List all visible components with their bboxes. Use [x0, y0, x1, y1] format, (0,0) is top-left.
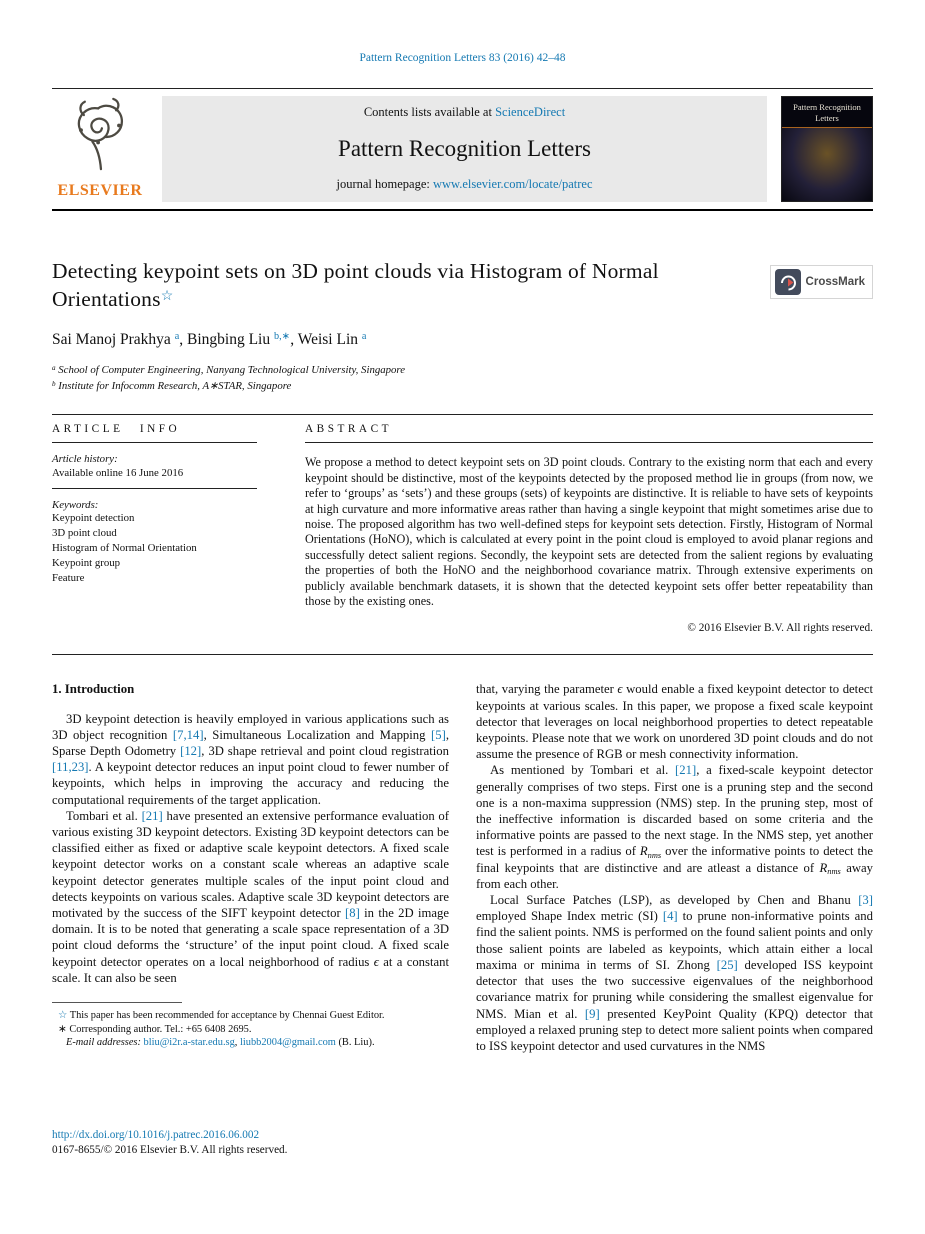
- body-paragraph: As mentioned by Tombari et al. [21], a fixed-scale keypoint detector generally comprises of two steps. First one is a pruning step and the second one is a non-maxima suppression (NMS) step. In the pruning step, most of the ineffective information is discarded based on some criteria and the informative points are passed to the next stage. In the NMS step, yet another test is performed in a radius of $R_{nms}$ over the informative points to detect the final keypoints that are distinctive and are atleast a distance of $R_{nms}$ away from each other.: [476, 763, 873, 891]
- footnote-corresponding-author: ∗ Corresponding author. Tel.: +65 6408 2695.: [58, 1023, 252, 1035]
- citation-link[interactable]: [8]: [345, 906, 360, 921]
- abstract-heading: ABSTRACT: [305, 415, 873, 443]
- top-rule: [52, 88, 873, 89]
- journal-homepage-link[interactable]: www.elsevier.com/locate/patrec: [432, 177, 593, 191]
- author-affil-sup[interactable]: a: [174, 331, 180, 343]
- keywords-label: Keywords:: [52, 499, 99, 512]
- citation-link[interactable]: [5]: [431, 727, 446, 742]
- article-title: Detecting keypoint sets on 3D point clouds via Histogram of Normal Orientations☆: [52, 259, 659, 311]
- elsevier-logo[interactable]: [52, 96, 148, 202]
- author-affil-sup[interactable]: a: [361, 331, 367, 343]
- affiliations: [52, 362, 873, 394]
- body-paragraph: Local Surface Patches (LSP), as developed by Chen and Bhanu [3] employed Shape Index metric (SI) [4] to prune non-informative points and find the salient points. NMS is performed on the found salient points and only those salient points are labeled as keypoints, which attain either a local maxima or minima in terms of SI. Zhong [25] developed ISS keypoint detector that uses the two successive eigenvalues of the neighborhood covariance matrix for pruning while considering the smallest eigenvalue for NMS. Mian et al. [9] presented KeyPoint Quality (KPQ) detector that employed a relaxed pruning step to detect more salient points when compared to ISS keypoint detector and used curvatures in the NMS: [476, 893, 873, 1053]
- body-paragraph: that, varying the parameter ϵ would enable a fixed keypoint detector to detect keypoints at various scales. In this paper, we propose a fixed scale keypoint detector that leverages on local neighborhood properties to detect repeatable keypoints. Please note that we work on unordered 3D point clouds and do not assume the presence of RGB or mesh connectivity information.: [476, 682, 873, 762]
- masthead-center: [162, 96, 767, 202]
- email-link[interactable]: bliu@i2r.a-star.edu.sg: [143, 1037, 235, 1049]
- doi-link[interactable]: http://dx.doi.org/10.1016/j.patrec.2016.06.002: [52, 1129, 260, 1141]
- imprint-block: [52, 1128, 287, 1158]
- abstract-column: [305, 415, 873, 634]
- elsevier-tree-icon: [69, 97, 131, 171]
- citation-link[interactable]: [3]: [858, 893, 873, 908]
- footnote-emails: E-mail addresses: bliu@i2r.a-star.edu.sg, liubb2004@gmail.com (B. Liu).: [66, 1037, 375, 1049]
- cover-art-image: [782, 128, 872, 201]
- body-right-column: [476, 681, 873, 1054]
- email-link[interactable]: liubb2004@gmail.com: [240, 1037, 336, 1049]
- crossmark-label: CrossMark: [805, 276, 865, 288]
- contents-line: Contents lists available at ScienceDirect: [363, 105, 566, 119]
- crossmark-badge[interactable]: [770, 265, 873, 299]
- article-history-label: Article history:: [52, 453, 118, 466]
- elsevier-wordmark: ELSEVIER: [57, 182, 143, 199]
- body-top-rule: [52, 654, 873, 655]
- journal-cover-thumbnail[interactable]: [781, 96, 873, 202]
- keyword-item: Feature: [52, 572, 85, 585]
- copyright-line: © 2016 Elsevier B.V. All rights reserved.: [687, 622, 873, 635]
- paper-page: [52, 0, 873, 1234]
- citation-link[interactable]: [12]: [180, 744, 202, 759]
- article-info-abstract-block: [52, 414, 873, 634]
- crossmark-icon: [775, 269, 801, 295]
- keyword-item: Histogram of Normal Orientation: [52, 542, 197, 555]
- article-info-heading: ARTICLE INFO: [52, 415, 257, 443]
- body-left-column: [52, 681, 449, 1054]
- homepage-line: journal homepage: www.elsevier.com/locate/patrec: [336, 177, 593, 191]
- citation-link[interactable]: [4]: [662, 909, 678, 924]
- affiliation-a: $^a$ School of Computer Engineering, Nanyang Technological University, Singapore: [52, 363, 406, 376]
- author-affil-sup[interactable]: b,∗: [273, 331, 291, 343]
- footnote-star-mark[interactable]: ☆: [58, 1010, 68, 1022]
- sciencedirect-link[interactable]: ScienceDirect: [495, 105, 566, 119]
- citation-link[interactable]: [25]: [716, 957, 738, 972]
- keyword-item: Keypoint group: [52, 557, 121, 570]
- body-paragraph: 3D keypoint detection is heavily employed in various applications such as 3D object recognition [7,14], Simultaneous Localization and Mapping [5], Sparse Depth Odometry [12], 3D shape retrieval and point cloud registration [11,23]. A keypoint detector reduces an input point cloud to fewer number of keypoints, which helps in improving the accuracy and reducing the computational requirements of the target application.: [52, 711, 449, 807]
- issn-copyright-line: 0167-8655/© 2016 Elsevier B.V. All rights reserved.: [52, 1144, 288, 1156]
- footnotes: [52, 1002, 449, 1050]
- journal-citation[interactable]: Pattern Recognition Letters 83 (2016) 42–48: [359, 52, 566, 64]
- journal-title: Pattern Recognition Letters: [338, 135, 591, 161]
- footnote-acceptance: ☆ This paper has been recommended for acceptance by Chennai Guest Editor.: [58, 1010, 385, 1022]
- body-paragraph: Tombari et al. [21] have presented an extensive performance evaluation of various existing 3D keypoint detectors. Existing 3D keypoint detectors can be classified either as fixed or adaptive scale keypoint detectors. A fixed scale keypoint detector works on a constant scale whereas an adaptive scale keypoint detector generates multiple scales of the input point cloud and detects keypoints on various scales. Adaptive scale 3D keypoint detectors are motivated by the success of the SIFT keypoint detector [8] in the 2D image domain. It is to be noted that generating a scale space representation of a 3D point cloud deforms the ‘structure’ of the input point cloud. A fixed scale keypoint detector operates on a local neighborhood of radius ϵ at a constant scale. It can also be seen: [52, 808, 449, 985]
- cover-title: Pattern Recognition Letters: [782, 97, 872, 128]
- affiliation-b: $^b$ Institute for Infocomm Research, A∗STAR, Singapore: [52, 379, 292, 393]
- body-columns: [52, 681, 873, 1054]
- journal-masthead: [52, 96, 873, 202]
- keyword-item: Keypoint detection: [52, 512, 135, 525]
- citation-link[interactable]: [9]: [584, 1006, 600, 1021]
- author-list: Sai Manoj Prakhya $^a$, Bingbing Liu $^{b,∗}$, Weisi Lin $^a$: [52, 331, 367, 348]
- citation-link[interactable]: [7,14]: [172, 727, 204, 742]
- title-row: [52, 257, 873, 313]
- citation-link[interactable]: [11,23]: [52, 760, 89, 775]
- masthead-bottom-rule: [52, 209, 873, 211]
- citation-link[interactable]: [21]: [141, 808, 163, 823]
- section-1-heading: 1. Introduction: [52, 682, 135, 697]
- abstract-text: We propose a method to detect keypoint sets on 3D point clouds. Contrary to the existing norm that each and every keypoint should be distinctive, most of the keypoints detected by the proposed method lie in groups (from now, we refer to ‘groups’ as ‘sets’) and these groups (sets) of keypoints are distinctive. It is reliable to have sets of keypoints at high curvature and more informative areas rather than having a single keypoint that might sometimes arise due to noise. The proposed algorithm has two well-defined steps for keypoint sets detection. Firstly, Histogram of Normal Orientations (HoNO), which is calculated at every point in the point cloud is employed to avoid planar regions and successfully detect salient regions. Secondly, the keypoint sets are detected from the salient regions by evaluating the properties of both the HoNO and the neighborhood covariance matrix. Through extensive experiments on publicly available benchmark datasets, it is shown that the detected keypoint sets offer better repeatability than those by the existing ones.: [305, 455, 873, 609]
- footnote-rule: [52, 1002, 182, 1003]
- article-info-column: [52, 415, 257, 634]
- title-footnote-mark[interactable]: ☆: [160, 287, 174, 304]
- keywords-divider: [52, 488, 257, 489]
- keyword-item: 3D point cloud: [52, 527, 117, 540]
- article-history-value: Available online 16 June 2016: [52, 467, 184, 480]
- citation-link[interactable]: [21]: [675, 763, 697, 778]
